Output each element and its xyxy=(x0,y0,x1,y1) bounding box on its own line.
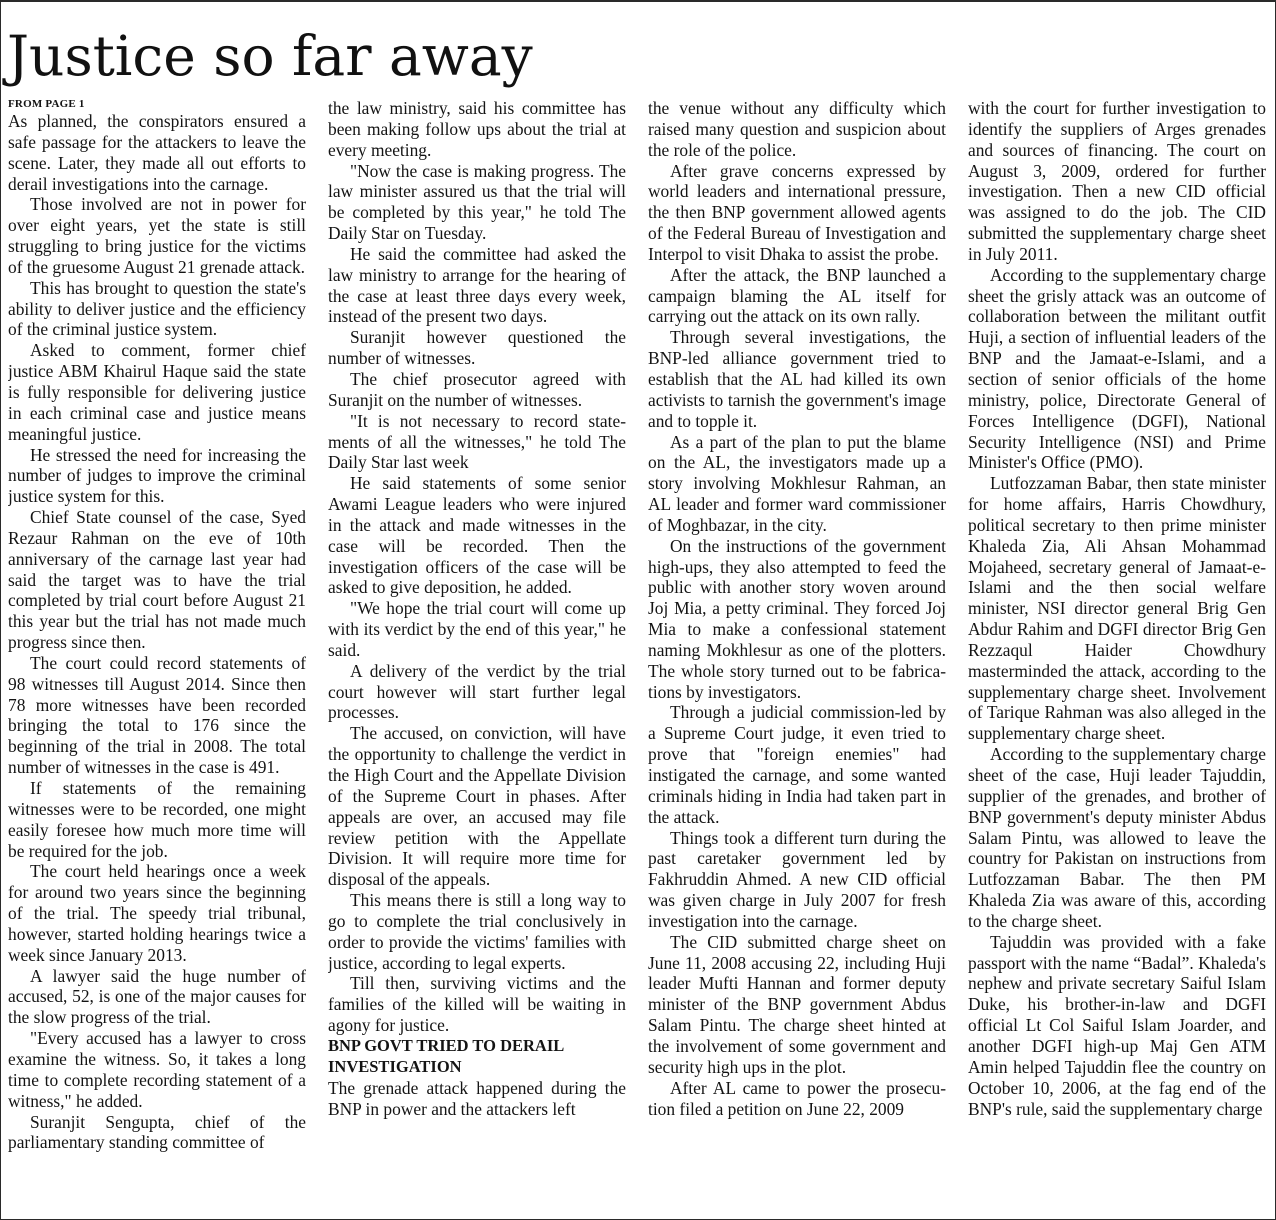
paragraph: This means there is still a long way to go to complete the trial conclusively in order to provide the victims' families with justice, according to legal experts. xyxy=(328,890,626,973)
paragraph: "Every accused has a lawyer to cross examine the witness. So, it takes a long time to complete recording statement of a witness," he added. xyxy=(8,1028,306,1111)
paragraph: According to the supplementary charge sheet the grisly attack was an outcome of collaboration between the militant outfit Huji, a section of influential leaders of the BNP and the Jamaat-e-Islami, and a section of senior officials of the home ministry, police, Directorate General of Forces Intelligence (DGFI), National Security Intelligence (NSI) and Prime Minister's Office (PMO). xyxy=(968,264,1266,473)
article-column-2 xyxy=(328,98,626,1208)
paragraph: Chief State counsel of the case, Syed Rezaur Rahman on the eve of 10th anniversary of the carnage last year had said the target was to have the trial completed by trial court before August 21 this year but the trial has not made much progress since then. xyxy=(8,507,306,653)
paragraph: "Now the case is making progress. The law minister assured us that the trial will be completed by this year," he told The Daily Star on Tuesday. xyxy=(328,160,626,244)
paragraph: The court could record statements of 98 witnesses till August 2014. Since then 78 more witnesses have been recorded bringing the total to 176 since the beginning of the trial in 2008. The total number of witnesses in the case is 491. xyxy=(8,652,306,778)
paragraph: He stressed the need for increasing the number of judges to improve the criminal justice system for this. xyxy=(8,444,306,507)
paragraph: As planned, the conspirators ensured a safe passage for the attackers to leave the scene. Later, they made all out efforts to derail investigations into the carnage. xyxy=(8,111,306,194)
paragraph: with the court for further investigation to identify the suppliers of Arges grenades and sources of financing. The court on August 3, 2009, ordered for further investigation. Then a new CID official was assigned to do the job. The CID submitted the supplementary charge sheet in July 2011. xyxy=(968,98,1266,264)
paragraph: "It is not necessary to record statements of all the witnesses," he told The Daily Star last week xyxy=(328,410,626,473)
paragraph: This has brought to question the state's ability to deliver justice and the efficiency of the criminal justice system. xyxy=(8,277,306,340)
paragraph: Those involved are not in power for over eight years, yet the state is still struggling to bring justice for the victims of the gruesome August 21 grenade attack. xyxy=(8,194,306,277)
article-column-4 xyxy=(968,98,1266,1208)
paragraph: On the instructions of the government high-ups, they also attempted to feed the public with another story woven around Joj Mia, a petty criminal. They forced Joj Mia to make a confessional statement naming Mokhlesur as one of the plotters. The whole story turned out to be fabrications by investigators. xyxy=(648,535,946,702)
paragraph: The CID submitted charge sheet on June 11, 2008 accusing 22, including Huji leader Mufti Hannan and former deputy minister of the BNP government Abdus Salam Pintu. The charge sheet hinted at the involvement of some government and security high ups in the plot. xyxy=(648,931,946,1077)
paragraph: Asked to comment, former chief justice ABM Khairul Haque said the state is fully responsible for delivering justice in each criminal case and justice means meaningful justice. xyxy=(8,340,306,444)
paragraph: According to the supplementary charge sheet of the case, Huji leader Tajuddin, supplier of the grenades, and brother of BNP government's deputy minister Abdus Salam Pintu, was allowed to leave the country for Pakistan on instructions from Lutfozzaman Babar. The then PM Khaleda Zia was aware of this, according to the charge sheet. xyxy=(968,744,1266,931)
paragraph: After AL came to power the prosecution filed a petition on June 22, 2009 xyxy=(648,1077,946,1119)
section-subheading: BNP GOVT TRIED TO DERAIL INVESTIGATION xyxy=(328,1035,564,1076)
paragraph: Suranjit however questioned the number of witnesses. xyxy=(328,327,626,369)
paragraph: Things took a different turn during the past caretaker government led by Fakhruddin Ahmed. A new CID official was given charge in July 2007 for fresh investigation into the carnage. xyxy=(648,827,946,931)
paragraph: Through a judicial commission-led by a Supreme Court judge, it even tried to prove that "foreign enemies" had instigated the carnage, and some wanted criminals hiding in India had taken part in the attack. xyxy=(648,702,946,827)
paragraph: The court held hearings once a week for around two years since the beginning of the trial. The speedy trial tribunal, however, started holding hearings twice a week since January 2013. xyxy=(8,861,306,965)
headline: Justice so far away xyxy=(7,24,533,88)
paragraph: Till then, surviving victims and the families of the killed will be waiting in agony for justice. xyxy=(328,973,626,1036)
paragraph: He said the committee had asked the law ministry to arrange for the hearing of the case at least three days every week, instead of the present two days. xyxy=(328,243,626,327)
paragraph: As a part of the plan to put the blame on the AL, the investigators made up a story involving Mokhlesur Rahman, an AL leader and former ward commissioner of Moghbazar, in the city. xyxy=(648,431,946,535)
article-column-1 xyxy=(8,98,306,1208)
paragraph: Lutfozzaman Babar, then state minister for home affairs, Harris Chowdhury, political secretary to then prime minister Khaleda Zia, Ali Ahsan Mohammad Mojaheed, secretary general of Jamaat-e-Islami and the then social welfare minister, NSI director general Brig Gen Abdur Rahim and DGFI director Brig Gen Rezzaqul Haider Chowdhury masterminded the attack, according to the supplementary charge sheet. Involvement of Tarique Rahman was also alleged in the supplementary charge sheet. xyxy=(968,473,1266,744)
paragraph: "We hope the trial court will come up with its verdict by the end of this year," he said. xyxy=(328,598,626,660)
paragraph: After the attack, the BNP launched a campaign blaming the AL itself for carrying out the attack on its own rally. xyxy=(648,264,946,327)
paragraph: The grenade attack happened during the BNP in power and the attackers left xyxy=(328,1077,626,1119)
continuation-kicker: FROM PAGE 1 xyxy=(8,98,85,110)
paragraph: A delivery of the verdict by the trial court however will start further legal processes. xyxy=(328,660,626,723)
paragraph: Through several investigations, the BNP-led alliance government tried to establish that the AL had killed its own activists to tarnish the government's image and to topple it. xyxy=(648,327,946,431)
paragraph: The accused, on conviction, will have the opportunity to challenge the verdict in the High Court and the Appellate Division of the Supreme Court in phases. After appeals are over, an accused may file review petition with the Appellate Division. It will require more time for disposal of the appeals. xyxy=(328,723,626,890)
paragraph: the venue without any difficulty which raised many question and suspicion about the role of the police. xyxy=(648,98,946,160)
paragraph: The chief prosecutor agreed with Suranjit on the number of witnesses. xyxy=(328,368,626,410)
article-column-3 xyxy=(648,98,946,1208)
paragraph: the law ministry, said his committee has been making follow ups about the trial at every meeting. xyxy=(328,98,626,160)
paragraph: He said statements of some senior Awami League leaders who were injured in the attack and made witnesses in the case will be recorded. Then the investigation officers of the case will be asked to give deposition, he added. xyxy=(328,473,626,598)
paragraph: After grave concerns expressed by world leaders and international pressure, the then BNP government allowed agents of the Federal Bureau of Investigation and Interpol to visit Dhaka to assist the probe. xyxy=(648,160,946,264)
paragraph: A lawyer said the huge number of accused, 52, is one of the major causes for the slow progress of the trial. xyxy=(8,965,306,1028)
paragraph: Suranjit Sengupta, chief of the parliamentary standing committee of xyxy=(8,1111,306,1153)
paragraph: Tajuddin was provided with a fake passport with the name “Badal”. Khaleda's nephew and private secretary Saiful Islam Duke, his brother-in-law and DGFI official Lt Col Saiful Islam Joarder, and another DGFI high-up Maj Gen ATM Amin helped Tajuddin flee the country on October 10, 2006, at the fag end of the BNP's rule, said the supplementary charge xyxy=(968,931,1266,1119)
paragraph: If statements of the remaining witnesses were to be recorded, one might easily foresee how much more time will be required for the job. xyxy=(8,778,306,861)
